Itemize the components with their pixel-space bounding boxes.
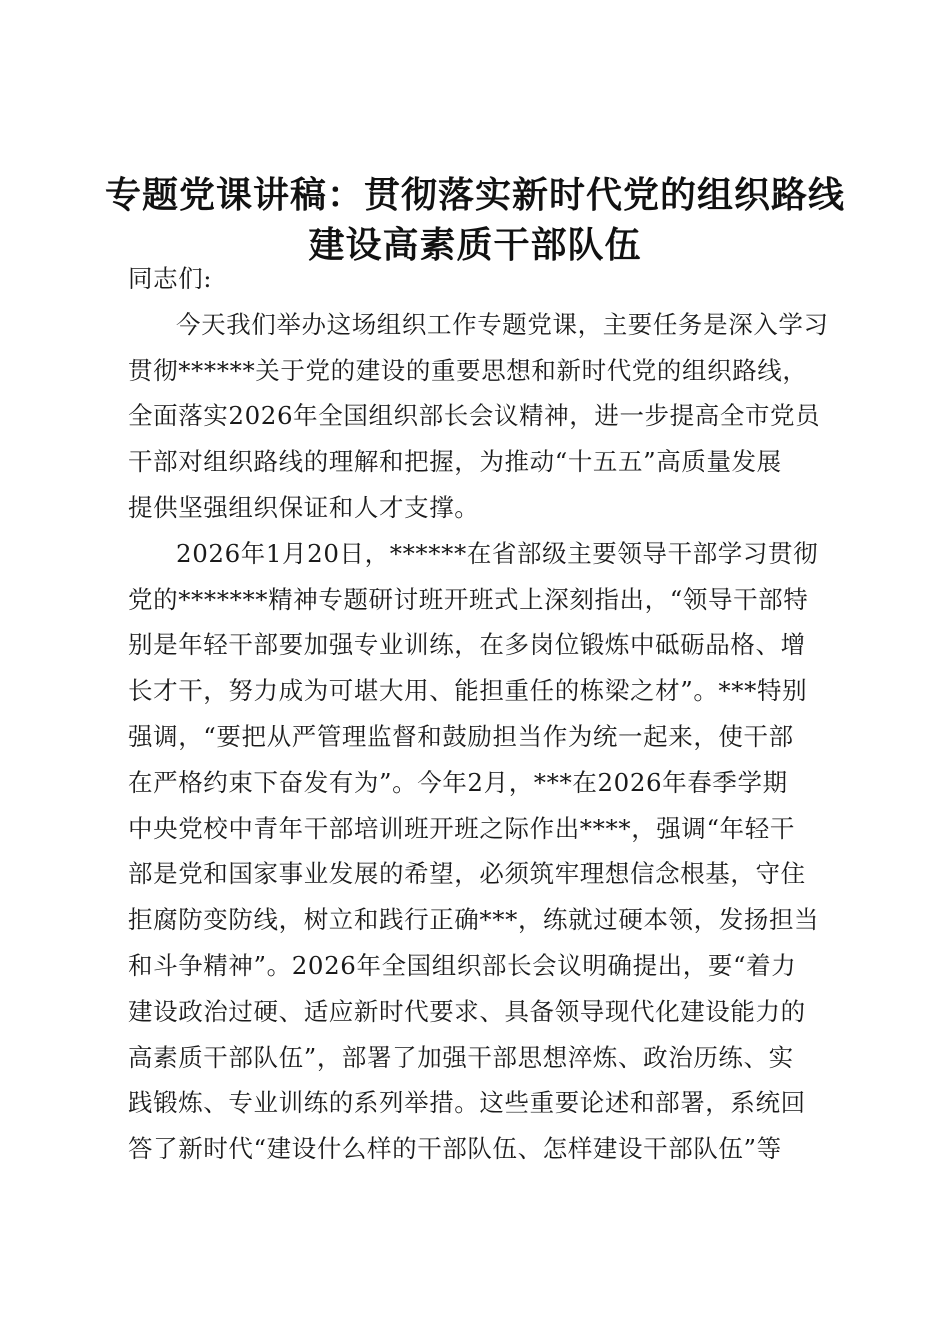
paragraph-line: 长才干，努力成为可堪大用、能担重任的栋梁之材”。***特别 (128, 676, 808, 706)
paragraph-line: 今天我们举办这场组织工作专题党课，主要任务是深入学习 (176, 309, 829, 339)
paragraph-line: 提供坚强组织保证和人才支撑。 (128, 492, 480, 522)
paragraph-line: 2026年1月20日，******在省部级主要领导干部学习贯彻 (176, 538, 819, 568)
paragraph-line: 建设政治过硬、适应新时代要求、具备领导现代化建设能力的 (128, 996, 806, 1026)
paragraph-line: 答了新时代“建设什么样的干部队伍、怎样建设干部队伍”等 (128, 1134, 782, 1164)
paragraph-line: 别是年轻干部要加强专业训练，在多岗位锻炼中砥砺品格、增 (128, 630, 806, 660)
paragraph-line: 全面落实2026年全国组织部长会议精神，进一步提高全市党员 (128, 401, 821, 431)
paragraph-line: 党的*******精神专题研讨班开班式上深刻指出，“领导干部特 (128, 584, 809, 614)
title-line-1: 专题党课讲稿：贯彻落实新时代党的组织路线 (104, 174, 845, 216)
paragraph-line: 贯彻******关于党的建设的重要思想和新时代党的组织路线， (128, 355, 808, 385)
paragraph-line: 在严格约束下奋发有为”。今年2月，***在2026年春季学期 (128, 767, 788, 797)
paragraph-line: 拒腐防变防线，树立和践行正确***，练就过硬本领，发扬担当 (128, 905, 820, 935)
title-line-2: 建设高素质干部队伍 (308, 224, 642, 266)
paragraph-line: 践锻炼、专业训练的系列举措。这些重要论述和部署，系统回 (128, 1088, 806, 1118)
paragraph-line: 中央党校中青年干部培训班开班之际作出****，强调“年轻干 (128, 813, 795, 843)
paragraph-1 (128, 302, 829, 531)
paragraph-line: 干部对组织路线的理解和把握，为推动“十五五”高质量发展 (128, 447, 782, 477)
document-body (128, 256, 829, 1172)
salutation: 同志们: (128, 264, 213, 293)
paragraph-line: 高素质干部队伍”，部署了加强干部思想淬炼、政治历练、实 (128, 1042, 794, 1072)
paragraph-line: 和斗争精神”。2026年全国组织部长会议明确提出，要“着力 (128, 950, 797, 980)
document-title (100, 170, 850, 270)
paragraph-line: 强调，“要把从严管理监督和鼓励担当作为统一起来，使干部 (128, 721, 794, 751)
paragraph-line: 部是党和国家事业发展的希望，必须筑牢理想信念根基，守住 (128, 859, 806, 889)
paragraph-2 (128, 531, 824, 1172)
